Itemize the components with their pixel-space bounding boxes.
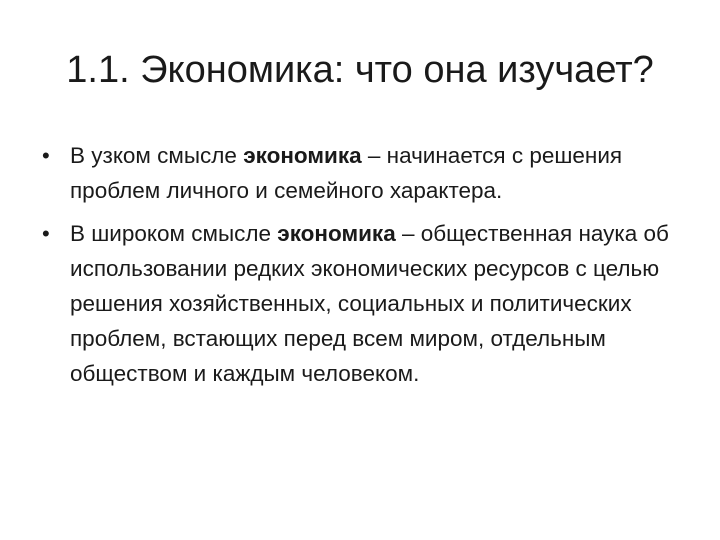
bullet-text-suffix: – общественная наука об использовании редких экономических ресурсов с целью решения хозяйственных, социальных и политических проблем, встающих перед всем миром, отдельным обществом и каждым человеком. [70,221,669,386]
bullet-list [42,138,692,399]
bullet-icon: • [42,221,50,246]
bullet-item-broad-meaning [42,216,692,391]
bullet-icon: • [42,143,50,168]
bullet-text-prefix: В широком смысле [70,221,278,246]
slide-title: 1.1. Экономика: что она изучает? [66,49,654,91]
bullet-text-suffix: – начинается с решения проблем личного и семейного характера. [70,143,623,203]
bullet-term: экономика [277,221,396,246]
bullet-item-narrow-meaning [42,138,692,208]
bullet-text-prefix: В узком смысле [70,143,244,168]
bullet-term: экономика [243,143,362,168]
